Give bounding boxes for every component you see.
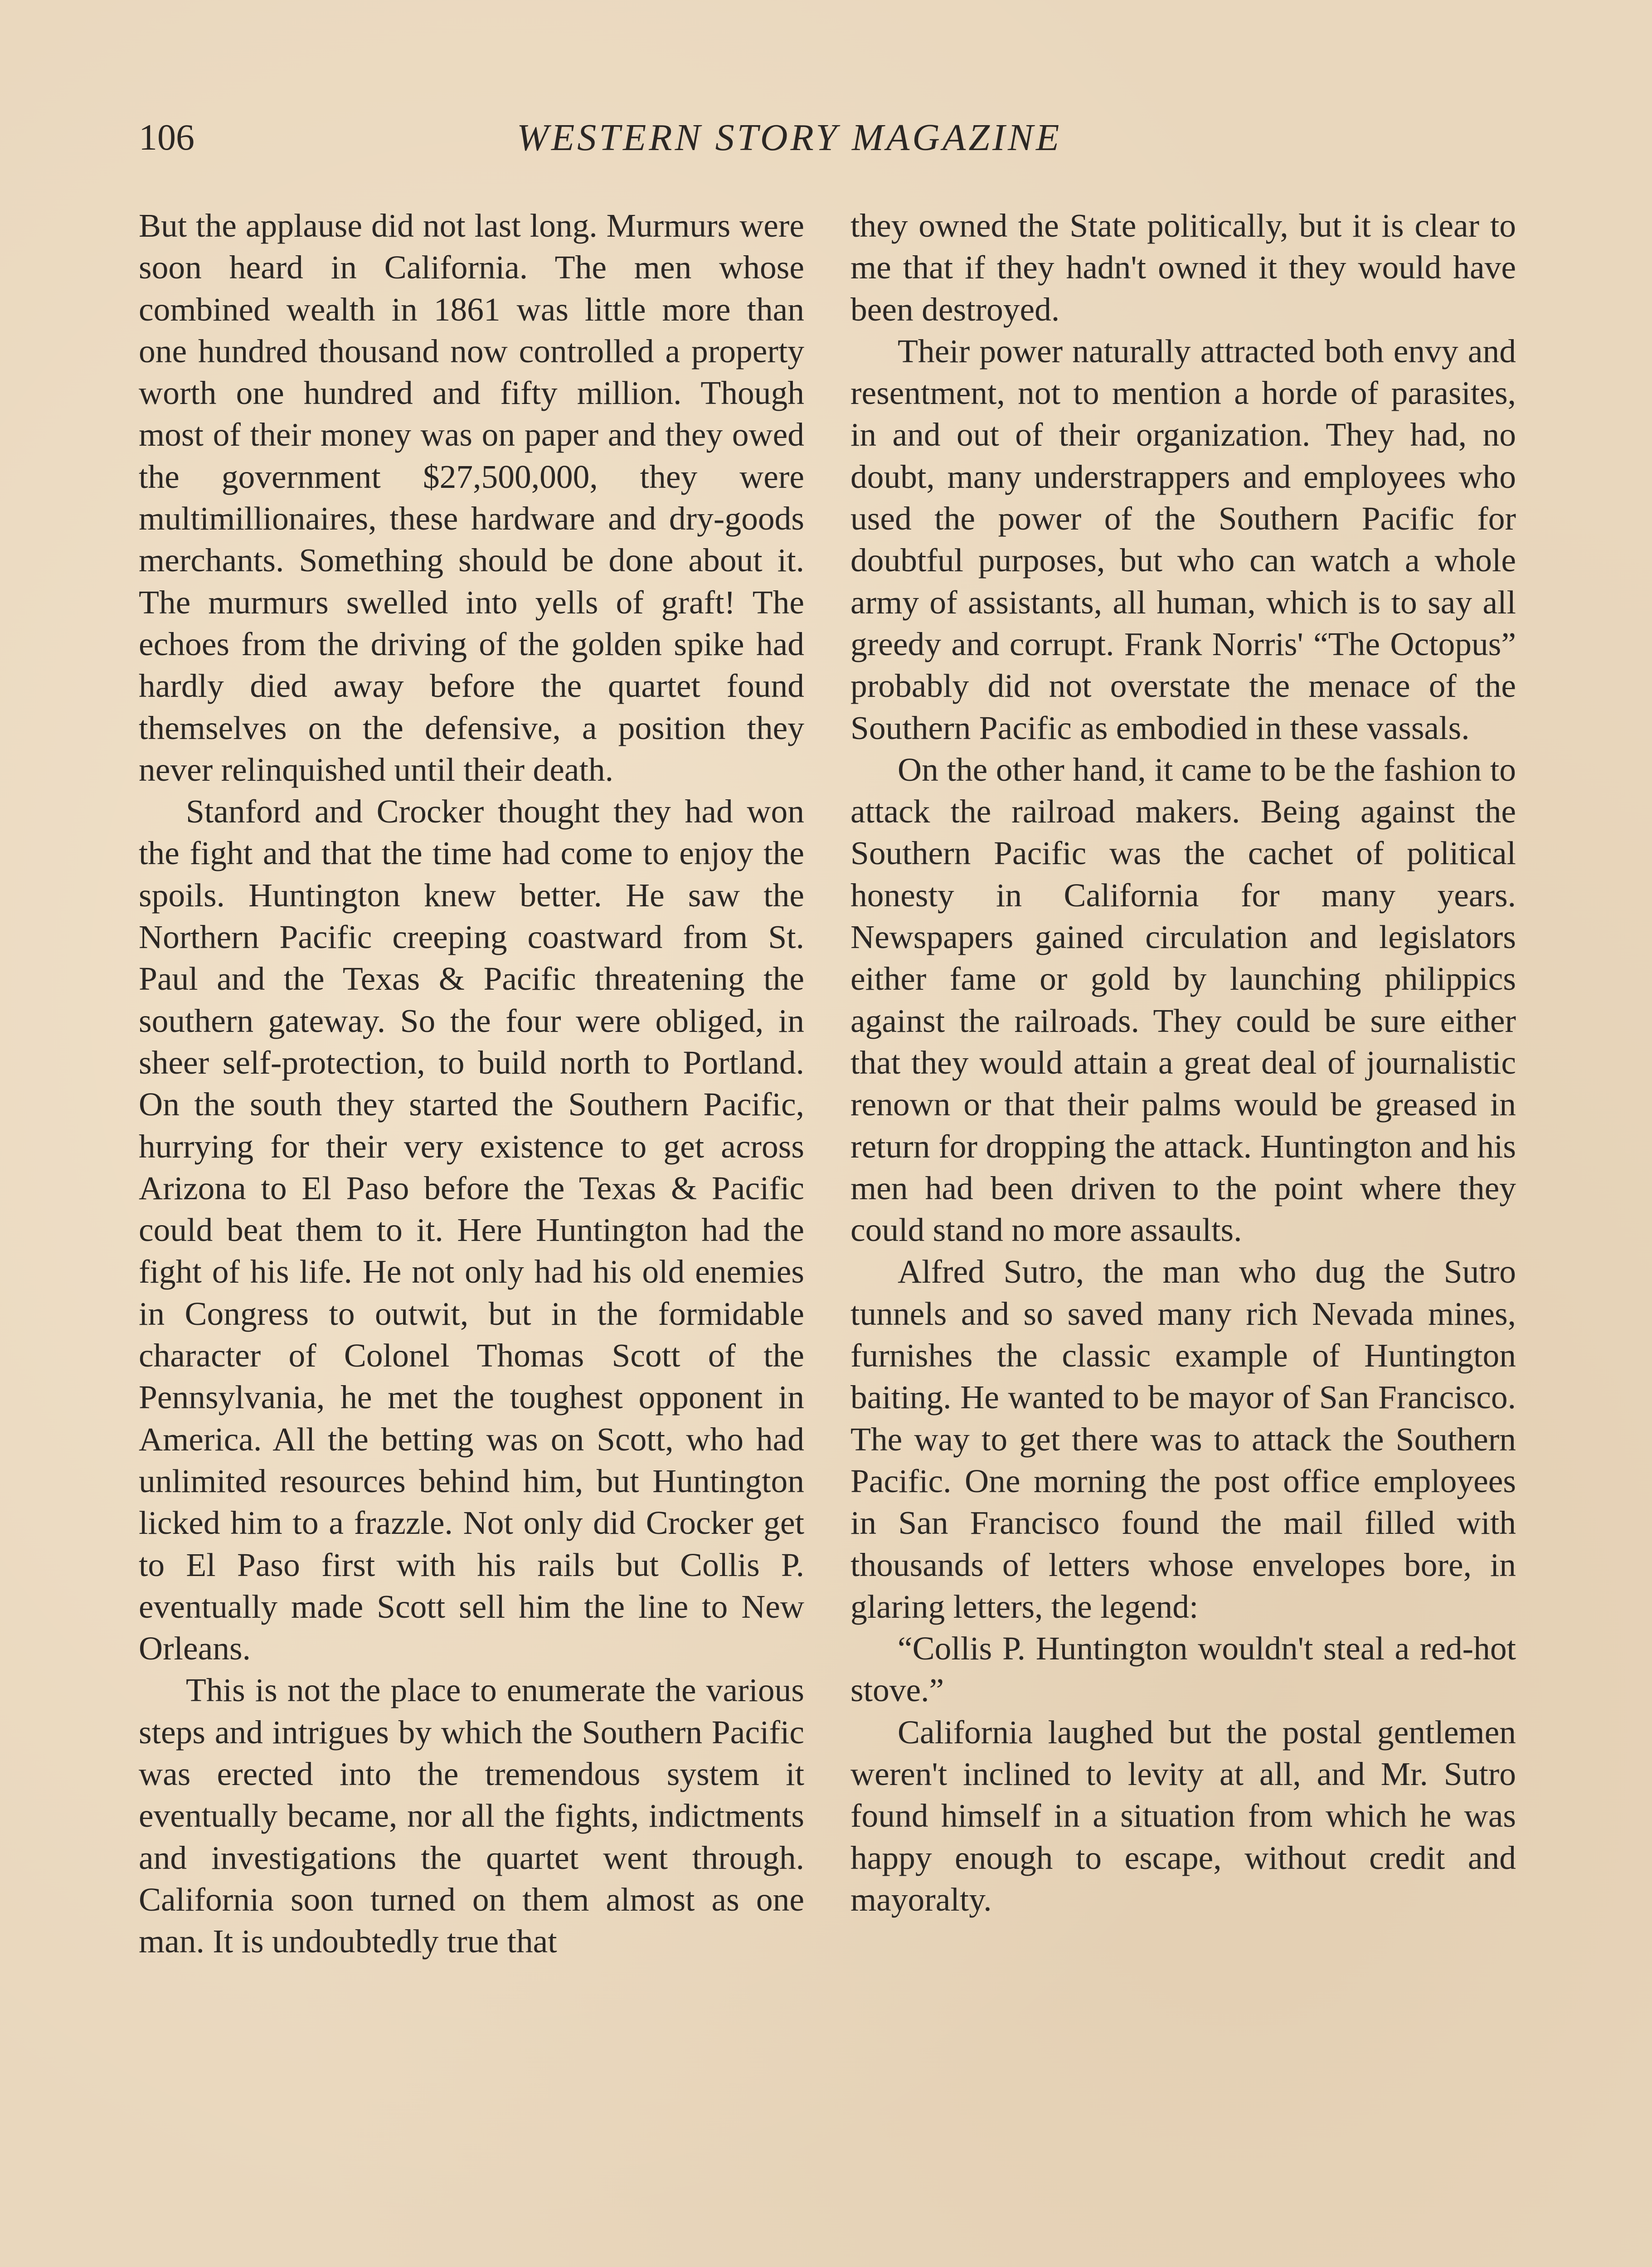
paragraph: Stanford and Crocker thought they had won the fight and that the time had come to enjoy the spoils. Huntington knew better. He saw the Northern Pacific creeping coastward from St. Paul and the Texas & Pacific threatening the southern gateway. So the four were obliged, in sheer self-protection, to build north to Portland. On the south they started the Southern Pacific, hurrying for their very existence to get across Arizona to El Paso before the Texas & Pacific could beat them to it. Here Huntington had the fight of his life. He not only had his old enemies in Congress to outwit, but in the formidable character of Colonel Thomas Scott of the Pennsylvania, he met the toughest opponent in America. All the betting was on Scott, who had unlimited resources behind him, but Huntington licked him to a frazzle. Not only did Crocker get to El Paso first with his rails but Collis P. eventually made Scott sell him the line to New Orleans. — [139, 793, 804, 1667]
running-title: WESTERN STORY MAGAZINE — [517, 117, 1062, 159]
paragraph: On the other hand, it came to be the fashion to attack the railroad makers. Being against the Southern Pacific was the cachet of political honesty in California for many years. Newspapers gained circulation and legislators either fame or gold by launching philippics against the railroads. They could be sure either that they would attain a great deal of journalistic renown or that their palms would be greased in return for dropping the attack. Huntington and his men had been driven to the point where they could stand no more assaults. — [850, 751, 1516, 1249]
paragraph: But the applause did not last long. Murmurs were soon heard in California. The men whose combined wealth in 1861 was little more than one hundred thousand now controlled a property worth one hundred and fifty million. Though most of their money was on paper and they owed the government $27,500,000, they were multimillionaires, these hardware and dry-goods merchants. Something should be done about it. The murmurs swelled into yells of graft! The echoes from the driving of the golden spike had hardly died away before the quartet found themselves on the defensive, a position they never relinquished until their death. — [139, 207, 804, 788]
paragraph: This is not the place to enumerate the various steps and intrigues by which the Southern Pacific was erected into the tremendous system it eventually became, nor all the fights, indictments and investigations the quartet went through. California soon turned on them almost as one man. It is undoubtedly true that — [139, 1672, 804, 1960]
left-column — [139, 205, 804, 1962]
paragraph: Alfred Sutro, the man who dug the Sutro tunnels and so saved many rich Nevada mines, furnishes the classic example of Huntington baiting. He wanted to be mayor of San Francisco. The way to get there was to attack the Southern Pacific. One morning the post office employees in San Francisco found the mail filled with thousands of letters whose envelopes bore, in glaring letters, the legend: — [850, 1253, 1516, 1625]
right-column — [850, 205, 1516, 1921]
paragraph: Their power naturally attracted both envy and resentment, not to mention a horde of parasites, in and out of their organization. They had, no doubt, many understrappers and employees who used the power of the Southern Pacific for doubtful purposes, but who can watch a whole army of assistants, all human, which is to say all greedy and corrupt. Frank Norris' “The Octopus” probably did not overstate the menace of the Southern Pacific as embodied in these vassals. — [850, 332, 1516, 746]
paragraph: they owned the State politically, but it is clear to me that if they hadn't owned it they would have been destroyed. — [850, 207, 1516, 328]
paragraph: California laughed but the postal gentlemen weren't inclined to levity at all, and Mr. Sutro found himself in a situation from which he was happy enough to escape, without credit and mayoralty. — [850, 1713, 1516, 1918]
quoted-legend: “Collis P. Huntington wouldn't steal a red-hot stove.” — [850, 1630, 1516, 1709]
page-number: 106 — [139, 117, 194, 158]
